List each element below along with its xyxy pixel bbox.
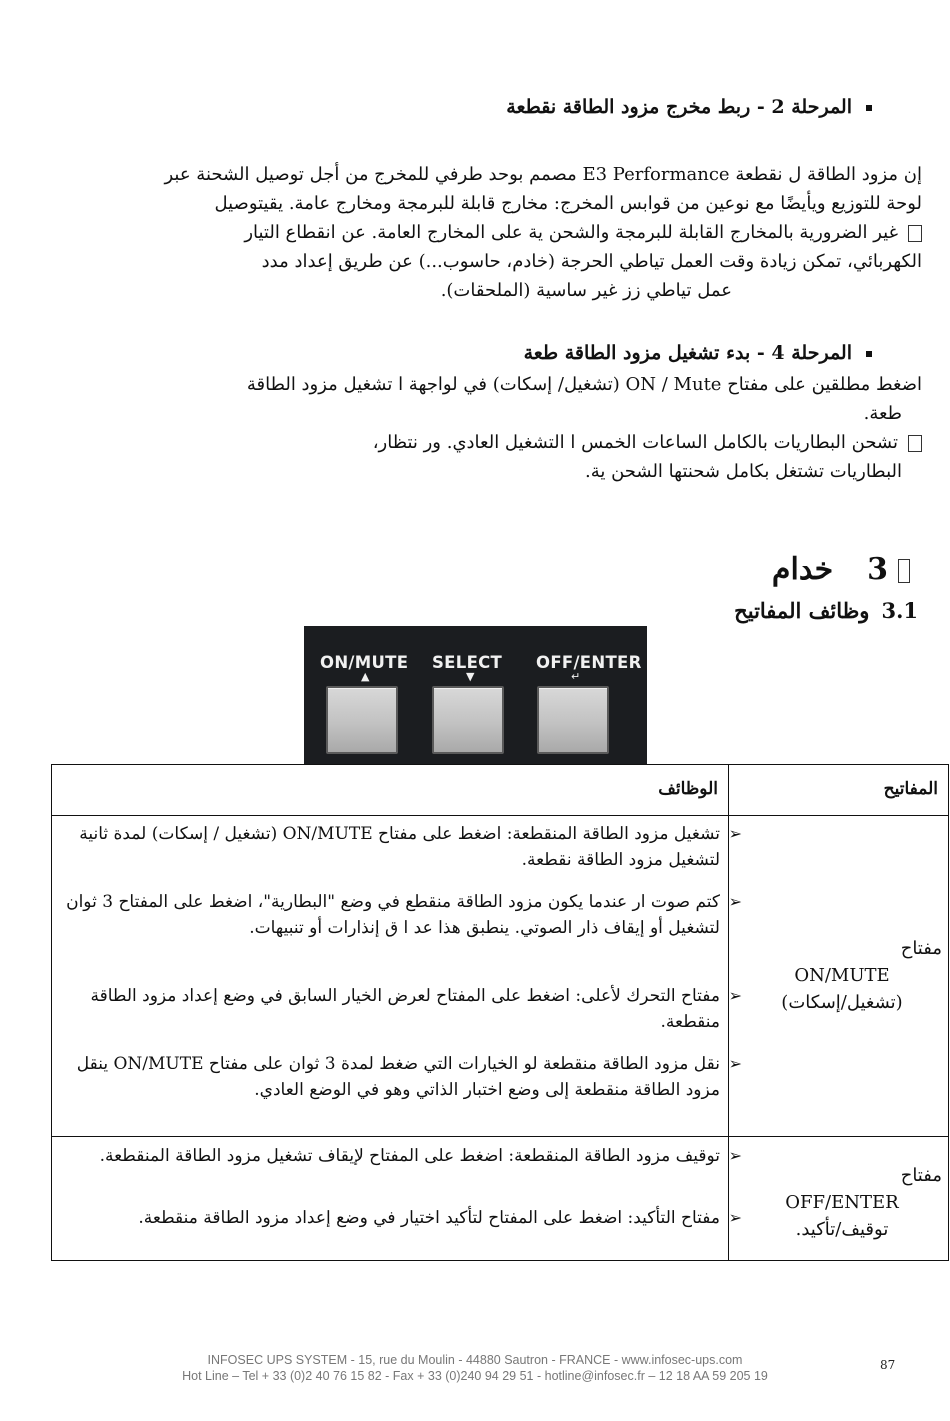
up-arrow-icon: ▲ bbox=[361, 670, 370, 683]
key-label-select: SELECT bbox=[432, 653, 503, 672]
header-functions: الوظائف bbox=[658, 779, 718, 799]
missing-glyph-box-icon bbox=[898, 559, 910, 583]
paragraph-line: تشحن البطاريات بالكامل الساعات الخمس ا التشغيل العادي. ور نتظار، bbox=[22, 428, 922, 457]
key-functions-table bbox=[51, 764, 949, 1261]
missing-glyph-box-icon bbox=[908, 435, 922, 452]
paragraph-line: طعة. bbox=[863, 403, 902, 424]
list-item: ➢ مفتاح التحرك لأعلى: اضغط على المفتاح لعرض الخيار السابق في وضع إعداد مزود الطاقة منقطعة. bbox=[60, 983, 720, 1035]
paragraph-line: لوحة للتوزيع ويأيضًا مع نوعين من قوابس المخرج: مخارج قابلة للبرمجة ومخارج عامة. يقيتوصيل bbox=[214, 193, 922, 214]
off-enter-key bbox=[537, 686, 609, 754]
page-footer bbox=[0, 1352, 950, 1384]
bullet-square-icon bbox=[866, 351, 872, 357]
arrow-bullet-icon: ➢ bbox=[728, 1054, 742, 1073]
chapter-heading: 3خدام bbox=[510, 552, 910, 587]
down-arrow-icon: ▼ bbox=[466, 670, 475, 683]
key-label-off-enter: OFF/ENTER bbox=[536, 653, 642, 672]
missing-glyph-box-icon bbox=[908, 225, 922, 242]
key-label-on-mute: ON/MUTE bbox=[320, 653, 409, 672]
footer-address: INFOSEC UPS SYSTEM - 15, rue du Moulin - 44880 Sautron - FRANCE - www.infosec-ups.com bbox=[207, 1353, 743, 1367]
list-item: ➢ نقل مزود الطاقة منقطعة لو الخيارات التي ضغط لمدة 3 ثوان على مفتاح ON/MUTE ينقل مزود الطاقة منقطعة إلى وضع اختبار الذاتي وهو في الوضع العادي. bbox=[60, 1051, 720, 1103]
table-row-key: مفتاح ON/MUTE (تشغيل/إسكات) bbox=[781, 938, 942, 1013]
on-mute-key bbox=[326, 686, 398, 754]
arrow-bullet-icon: ➢ bbox=[728, 1208, 742, 1227]
list-item: ➢ كتم صوت ار عندما يكون مزود الطاقة منقطع في وضع "البطارية"، اضغط على المفتاح 3 ثوان لتشغيل أو إيقاف ذار الصوتي. ينطبق هذا عد ا ق إنذارات أو تنبيهات. bbox=[60, 889, 720, 941]
section-2-heading: المرحلة 2 - ربط مخرج مزود الطاقة نقطعة bbox=[172, 96, 872, 118]
paragraph-line: غير الضرورية بالمخارج القابلة للبرمجة والشحن ية على المخارج العامة. عن انقطاع التيار bbox=[22, 218, 922, 247]
table-row-key: مفتاح OFF/ENTER توقيف/تأكيد. bbox=[785, 1165, 942, 1240]
arrow-bullet-icon: ➢ bbox=[728, 1146, 742, 1165]
list-item: ➢ توقيف مزود الطاقة المنقطعة: اضغط على المفتاح لإيقاف تشغيل مزود الطاقة المنقطعة. bbox=[60, 1143, 720, 1169]
subsection-heading: 3.1وظائف المفاتيح bbox=[734, 598, 918, 623]
section-2-paragraph bbox=[22, 160, 922, 305]
header-keys: المفاتيح bbox=[883, 779, 938, 799]
arrow-bullet-icon: ➢ bbox=[728, 892, 742, 911]
paragraph-line: الكهربائي، تمكن زيادة وقت العمل تياطي الحرجة (خادم، حاسوب...) عن طريق إعداد مدد bbox=[261, 251, 922, 272]
list-item: ➢ مفتاح التأكيد: اضغط على المفتاح لتأكيد اختيار في وضع إعداد مزود الطاقة منقطعة. bbox=[60, 1205, 720, 1231]
select-key bbox=[432, 686, 504, 754]
table-row-divider bbox=[52, 815, 948, 816]
paragraph-line: إن مزود الطاقة ل نقطعة E3 Performance مصمم بوحد طرفي للمخرج من أجل توصيل الشحنة عبر bbox=[164, 164, 922, 185]
page-number: 87 bbox=[880, 1358, 896, 1372]
table-row-divider bbox=[52, 1136, 948, 1137]
paragraph-line: عمل تياطي زز غير ساسية (الملحقات). bbox=[440, 280, 732, 301]
enter-return-icon: ↵ bbox=[571, 670, 581, 683]
section-4-paragraph bbox=[22, 370, 922, 486]
arrow-bullet-icon: ➢ bbox=[728, 986, 742, 1005]
paragraph-line: البطاريات تشتغل بكامل شحنتها الشحن ية. bbox=[584, 461, 902, 482]
section-4-heading: المرحلة 4 - بدء تشغيل مزود الطاقة طعة bbox=[172, 342, 872, 364]
paragraph-line: اضغط مطلقين على مفتاح ON / Mute (تشغيل/ إسكات) في لواجهة ا تشغيل مزود الطاقة bbox=[246, 374, 922, 395]
arrow-bullet-icon: ➢ bbox=[728, 824, 742, 843]
list-item: ➢ تشغيل مزود الطاقة المنقطعة: اضغط على مفتاح ON/MUTE (تشغيل / إسكات) لمدة ثانية لتشغيل مزود الطاقة نقطعة. bbox=[60, 821, 720, 873]
keypad-photo bbox=[304, 626, 647, 764]
footer-hotline: Hot Line – Tel + 33 (0)2 40 76 15 82 - Fax + 33 (0)240 94 29 51 - hotline@infosec.fr – 12 18 AA 59 205 19 bbox=[182, 1369, 768, 1383]
bullet-square-icon bbox=[866, 105, 872, 111]
